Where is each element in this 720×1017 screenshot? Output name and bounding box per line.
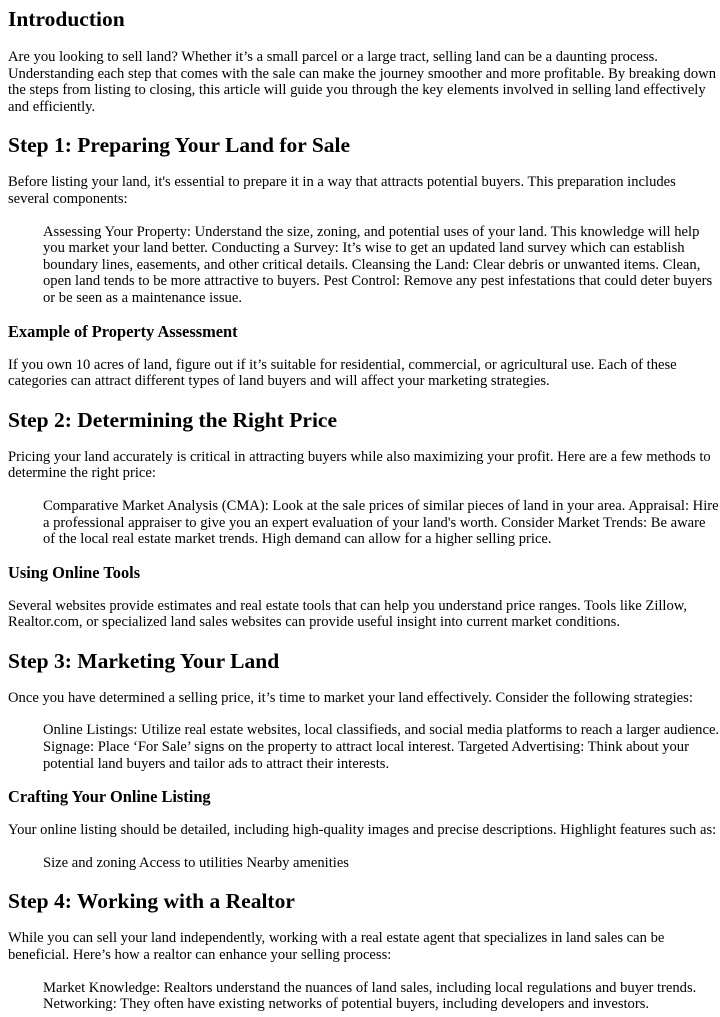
heading-step-1: Step 1: Preparing Your Land for Sale bbox=[8, 133, 351, 158]
paragraph-property-assessment: If you own 10 acres of land, figure out if it’s suitable for residential, commercial, or agricultural use. Each of these categories can attract different types of land buyers and will affect your marketing strategies. bbox=[8, 356, 677, 390]
paragraph-step-1: Before listing your land, it's essential to prepare it in a way that attracts potential buyers. This preparation includes several components: bbox=[8, 174, 676, 207]
heading-introduction: Introduction bbox=[8, 7, 125, 31]
heading-step-3: Step 3: Marketing Your Land bbox=[8, 648, 280, 673]
heading-step-4: Step 4: Working with a Realtor bbox=[8, 889, 295, 914]
paragraph-step-4: While you can sell your land independently, working with a real estate agent that specializes in land sales can be beneficial. Here’s how a realtor can enhance your selling process: bbox=[8, 930, 665, 964]
paragraph-online-tools: Several websites provide estimates and real estate tools that can help you understand price ranges. Tools like Zillow, Realtor.com, or specialized land sales websites can provide useful insight into current market conditions. bbox=[8, 597, 688, 631]
paragraph-online-listing: Your online listing should be detailed, including high-quality images and precise descriptions. Highlight features such as: bbox=[8, 822, 717, 839]
paragraph-step-2: Pricing your land accurately is critical in attracting buyers while also maximizing your profit. Here are a few methods to determine the right price: bbox=[8, 448, 711, 482]
subheading-property-assessment: Example of Property Assessment bbox=[8, 321, 238, 341]
quote-step-1-components: Assessing Your Property: Understand the size, zoning, and potential uses of your land. This knowledge will help you market your land better. Conducting a Survey: It’s wise to get an updated land survey which can establish boundary lines, easements, and other critical details. Cleansing the Land: Clear debris or unwanted items. Clean, open land tends to be more attractive to buyers. Pest Control: Remove any pest infestations that could deter buyers or be seen as a maintenance issue. bbox=[43, 223, 713, 306]
heading-step-2: Step 2: Determining the Right Price bbox=[8, 407, 337, 432]
quote-step-3-strategies: Online Listings: Utilize real estate websites, local classifieds, and social media platforms to reach a larger audience. Signage: Place ‘For Sale’ signs on the property to attract local interest. Targeted Advertising: Think about your potential land buyers and tailor ads to attract their interests. bbox=[43, 722, 720, 772]
subheading-online-tools: Using Online Tools bbox=[8, 562, 141, 582]
paragraph-step-3: Once you have determined a selling price, it’s time to market your land effectively. Consider the following strategies: bbox=[8, 689, 693, 706]
subheading-online-listing: Crafting Your Online Listing bbox=[8, 787, 211, 807]
quote-listing-features: Size and zoning Access to utilities Nearby amenities bbox=[43, 854, 349, 871]
quote-step-2-methods: Comparative Market Analysis (CMA): Look at the sale prices of similar pieces of land in your area. Appraisal: Hire a professional appraiser to give you an expert evaluation of your land's worth. Consider Market Trends: Be aware of the local real estate market trends. High demand can allow for a higher selling price. bbox=[43, 497, 719, 548]
quote-step-4-realtor: Market Knowledge: Realtors understand the nuances of land sales, including local regulations and buyer trends. Networking: They often have existing networks of potential buyers, including developers and investors. bbox=[43, 979, 697, 1013]
paragraph-introduction: Are you looking to sell land? Whether it’s a small parcel or a large tract, selling land can be a daunting process. Understanding each step that comes with the sale can make the journey smoother and more profitable. By breaking down the steps from listing to closing, this article will guide you through the key elements involved in selling land effectively and efficiently. bbox=[8, 49, 716, 115]
